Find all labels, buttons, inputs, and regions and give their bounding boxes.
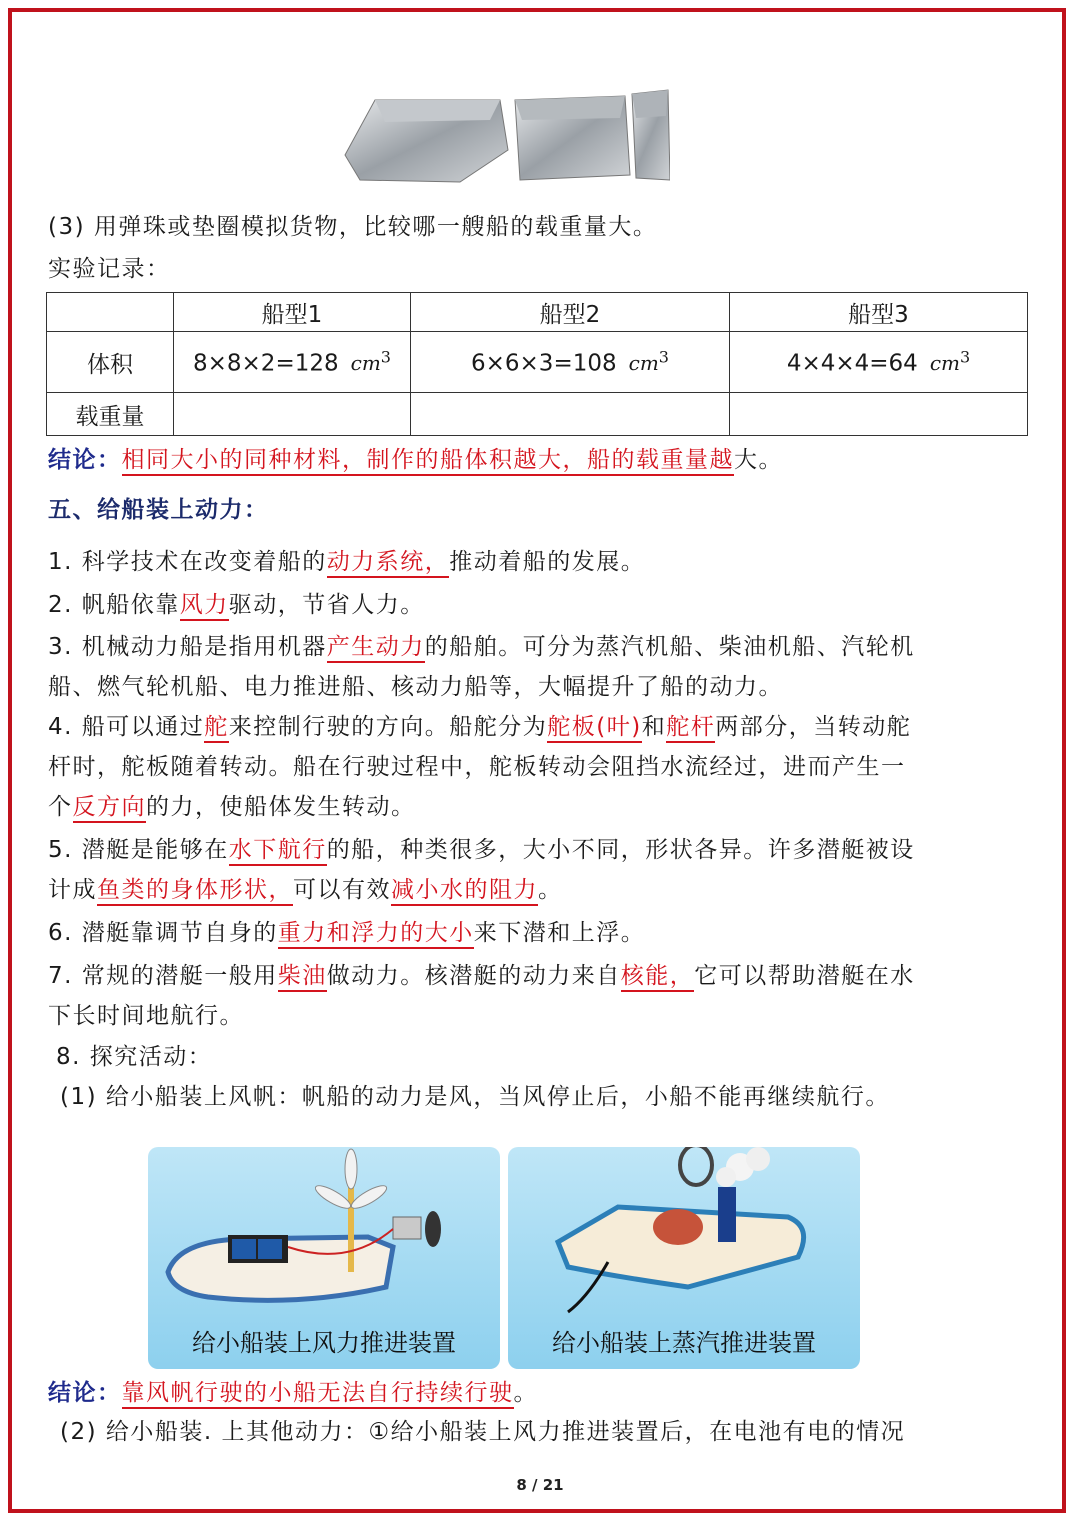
answer-blank: 舵板(叶) [547, 714, 641, 743]
list-item: 7. 常规的潜艇一般用柴油做动力。核潜艇的动力来自核能，它可以帮助潜艇在水 [48, 959, 915, 993]
conclusion-answer: 靠风帆行驶的小船无法自行持续行驶 [122, 1380, 514, 1409]
answer-blank: 水下航行 [229, 837, 327, 866]
table-cell [47, 293, 174, 332]
table-header-cell: 船型2 [411, 293, 730, 332]
list-item-continued: 计成鱼类的身体形状，可以有效减小水的阻力。 [48, 873, 563, 907]
answer-blank: 核能， [621, 963, 695, 992]
record-label: 实验记录： [48, 256, 171, 282]
list-item: 3. 机械动力船是指用机器产生动力的船舶。可分为蒸汽机船、柴油机船、汽轮机 [48, 630, 915, 664]
answer-blank: 舵 [204, 714, 229, 743]
answer-blank: 反方向 [73, 794, 147, 823]
table-cell [174, 332, 411, 393]
list-item: 1. 科学技术在改变着船的动力系统，推动着船的发展。 [48, 545, 645, 579]
table-header-cell: 船型3 [730, 293, 1028, 332]
volume-value: 8×8×2=128 [193, 350, 339, 377]
answer-blank: 风力 [180, 592, 229, 621]
list-item: 5. 潜艇是能够在水下航行的船，种类很多，大小不同，形状各异。许多潜艇被设 [48, 833, 915, 867]
answer-blank: 重力和浮力的大小 [278, 920, 474, 949]
list-item: 6. 潜艇靠调节自身的重力和浮力的大小来下潜和上浮。 [48, 916, 645, 950]
conclusion-1 [48, 443, 783, 477]
answer-blank: 动力系统， [327, 549, 450, 578]
caption-wind-boat: 给小船装上风力推进装置 [192, 1329, 456, 1357]
volume-unit: $cm^3$ [628, 347, 669, 376]
experiment-step-3: (3) 用弹珠或垫圈模拟货物，比较哪一艘船的载重量大。 [48, 214, 658, 240]
boat-propulsion-photos [148, 1147, 860, 1369]
answer-blank: 柴油 [278, 963, 327, 992]
foil-boats-photo [340, 80, 670, 190]
list-item-continued: 下长时间地航行。 [48, 1003, 244, 1029]
table-cell [174, 393, 411, 436]
caption-steam-boat: 给小船装上蒸汽推进装置 [552, 1329, 816, 1357]
list-item: 2. 帆船依靠风力驱动，节省人力。 [48, 588, 425, 622]
table-cell [411, 332, 730, 393]
conclusion-label: 结论： [48, 1380, 122, 1406]
section-title: 五、给船装上动力： [48, 497, 269, 523]
activity-step-1: (1) 给小船装上风帆：帆船的动力是风，当风停止后，小船不能再继续航行。 [60, 1084, 890, 1110]
table-cell [411, 393, 730, 436]
page-number: 8 / 21 [516, 1476, 564, 1494]
conclusion-2 [48, 1376, 538, 1410]
row-label-volume: 体积 [47, 332, 174, 393]
table-header-cell: 船型1 [174, 293, 411, 332]
table-row-volume [47, 332, 1028, 393]
volume-unit: $cm^3$ [929, 347, 971, 376]
answer-blank: 产生动力 [327, 634, 425, 663]
list-item-continued: 船、燃气轮机船、电力推进船、核动力船等，大幅提升了船的动力。 [48, 674, 783, 700]
table-cell [730, 332, 1028, 393]
volume-value: 4×4×4=64 [786, 350, 918, 377]
volume-unit: $cm^3$ [350, 347, 391, 376]
activity-step-2: (2) 给小船装. 上其他动力：①给小船装上风力推进装置后，在电池有电的情况 [60, 1419, 906, 1445]
answer-blank: 减小水的阻力 [391, 877, 538, 906]
experiment-record-table [46, 292, 1028, 436]
table-header-row [47, 293, 1028, 332]
table-cell [730, 393, 1028, 436]
list-item-continued: 个反方向的力，使船体发生转动。 [48, 790, 416, 824]
answer-blank: 鱼类的身体形状， [97, 877, 293, 906]
conclusion-answer: 相同大小的同种材料，制作的船体积越大，船的载重量越 [122, 447, 735, 476]
list-item: 8. 探究活动： [56, 1044, 213, 1070]
answer-blank: 舵杆 [666, 714, 715, 743]
conclusion-tail: 大。 [734, 447, 783, 473]
conclusion-tail: 。 [513, 1380, 538, 1406]
list-item: 4. 船可以通过舵来控制行驶的方向。船舵分为舵板(叶)和舵杆两部分，当转动舵 [48, 710, 911, 744]
table-row-load [47, 393, 1028, 436]
steam-boat-photo [508, 1147, 860, 1369]
volume-value: 6×6×3=108 [471, 350, 617, 377]
wind-boat-photo [148, 1147, 500, 1369]
list-item-continued: 杆时，舵板随着转动。船在行驶过程中，舵板转动会阻挡水流经过，进而产生一 [48, 754, 906, 780]
conclusion-label: 结论： [48, 447, 122, 473]
row-label-load: 载重量 [47, 393, 174, 436]
